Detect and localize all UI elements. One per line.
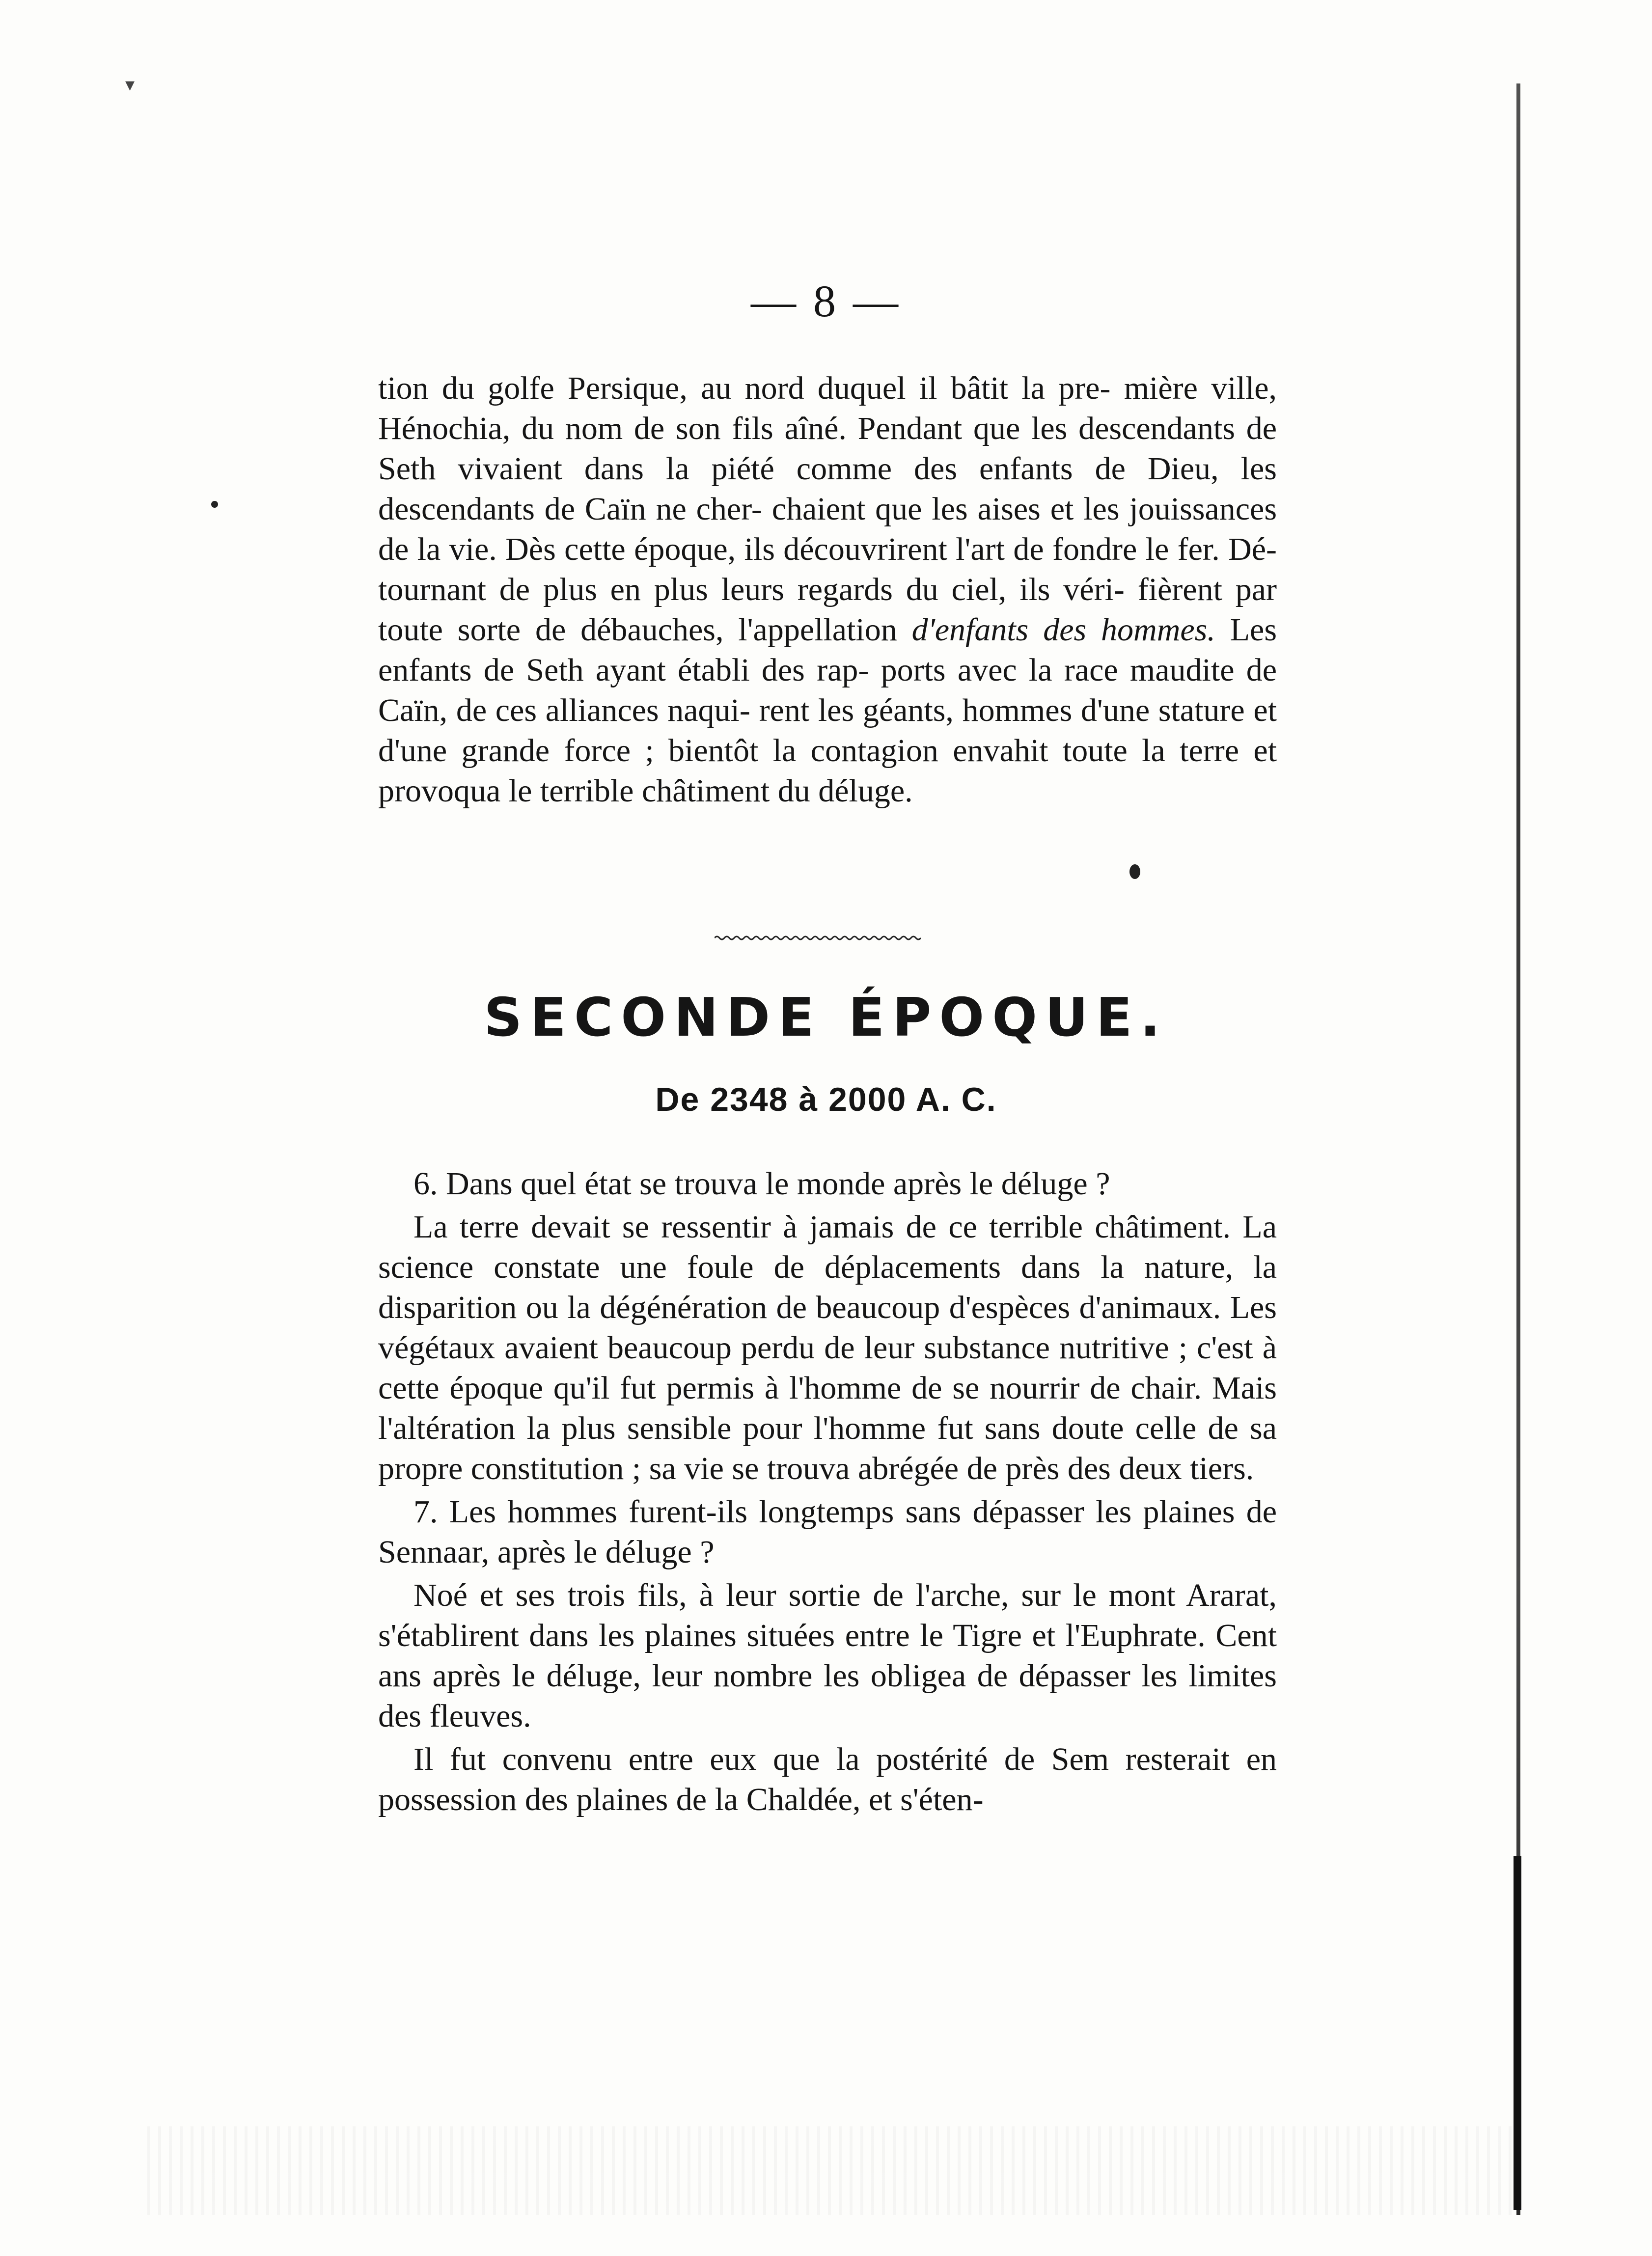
text-line: cette époque, ils découvrirent l'art de fondre le fer. Dé- — [564, 531, 1277, 567]
question-7: 7. Les hommes furent-ils longtemps sans dépasser les plaines de Sennaar, après le déluge ? — [378, 1494, 1277, 1570]
opening-paragraph — [378, 368, 1277, 811]
answer-7: Noé et ses trois fils, à leur sortie de l'arche, sur le mont Ararat, s'établirent dans les plaines situées entre le Tigre et l'Euphrate. Cent ans après le déluge, leur nombre les obligea de dépasser les limites des fleuves. — [378, 1577, 1277, 1734]
binding-edge-shadow — [1514, 1856, 1521, 2210]
text-line: tion du golfe Persique, au nord duquel il bâtit la pre- — [378, 370, 1111, 406]
section-dates: De 2348 à 2000 A. C. — [655, 1081, 997, 1118]
text-line: Les enfants de Seth ayant établi des rap- — [378, 612, 1277, 688]
answer-6: La terre devait se ressentir à jamais de ce terrible châtiment. La science constate une foule de déplacements dans la nature, la disparition ou la dégénération de beaucoup d'espèces d'animaux. Les végétaux avaient beaucoup perdu de leur substance nutritive ; c'est à cette époque qu'il fut permis à l'homme de se nourrir de chair. Mais l'altération la plus sensible pour l'homme fut sans doute celle de sa propre constitution ; sa vie se trouva abrégée de près des deux tiers. — [378, 1209, 1277, 1486]
text-line: des enfants de Dieu, les descendants de Caïn ne cher- — [378, 451, 1277, 527]
ink-spot — [1129, 864, 1140, 879]
text-line: que les descendants de Seth vivaient dans la piété comme — [378, 411, 1277, 487]
section-title: SECONDE ÉPOQUE. — [484, 987, 1168, 1048]
italic-phrase: des hommes. — [1043, 612, 1215, 648]
section-body — [378, 1164, 1277, 1820]
text-line: tournant de plus en plus leurs regards du ciel, ils véri- — [378, 572, 1125, 607]
closing-paragraph: Il fut convenu entre eux que la postérité de Sem resterait en possession des plaines de la Chaldée, et s'éten- — [378, 1741, 1277, 1817]
text-line: force ; bientôt la contagion envahit toute la terre et — [564, 733, 1277, 769]
ornamental-divider — [715, 933, 921, 943]
text-line: rent les géants, hommes d'une stature et d'une grande — [378, 692, 1277, 769]
text-line: chaient que les aises et les jouissances de la vie. Dès — [378, 491, 1277, 567]
question-6: 6. Dans quel état se trouva le monde après le déluge ? — [413, 1166, 1110, 1202]
text-line: ports avec la race maudite de Caïn, de ces alliances naqui- — [378, 652, 1277, 728]
italic-phrase: d'enfants — [911, 612, 1029, 648]
page-number: — 8 — — [751, 276, 901, 326]
ink-spot — [211, 501, 218, 508]
text-line: mière ville, Hénochia, du nom de son fils aîné. Pendant — [378, 370, 1277, 446]
corner-mark: ▾ — [125, 75, 135, 95]
text-line: fièrent par toute sorte de débauches, l'appellation — [378, 572, 1277, 648]
scan-noise — [147, 2126, 1513, 2215]
text-line: provoqua le terrible châtiment du déluge. — [378, 773, 913, 809]
